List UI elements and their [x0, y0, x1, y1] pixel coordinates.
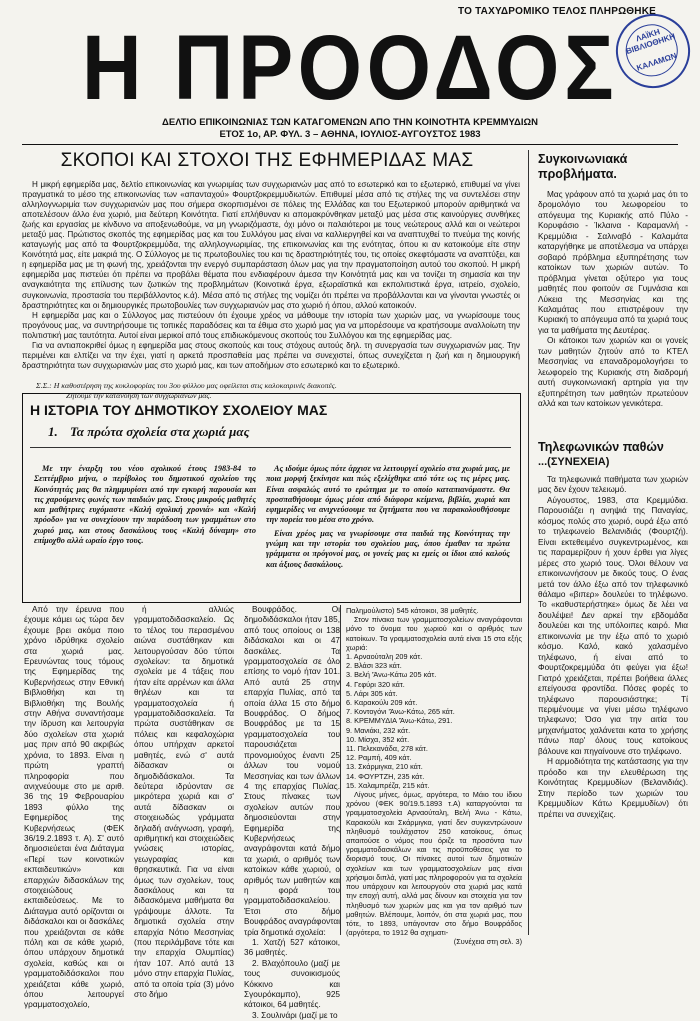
transport-paragraph: Μας γράφουν από τα χωριά μας ότι το δρομολόγιο του λεωφορείου το απόγευμα της Κυριακής από Πύλο - Κορυφάσιο - Ίκλαινα - Καραμανλή - Κρεμμύδια - Σαλιναβό - Καλαμάτα καταργήθηκε με αποτέλεσμα να υπάρχει σοβαρό πρόβλημα εξυπηρέτησης των κατοίκων των χωριών αυτών. Το πρόβλημα γίνεται οξύτερο για τους μαθητές που φοιτούν σε Γυμνάσια και Λύκεια της Μεσσηνίας και της Καλαμάτας που επιστρέφουν την Κυριακή το απόγευμα από τα χωριά τους για τα μαθήματα της Δευτέρας. — [538, 190, 688, 335]
village-list-item: 15. Χαλαμπρέζα, 215 κάτ. — [346, 780, 430, 790]
village-list-item: 8. ΚΡΕΜΜΥΔΙΑ 'Άνω-Κάτω, 291. — [346, 716, 453, 726]
editorial-paragraph: Η εφημερίδα μας και ο Σύλλογος μας πιστεύουν ότι έχουμε χρέος να μάθουμε την ιστορία των χωριών μας, να γνωρίσουμε τους προγόνους μας, να συντηρήσουμε τις τοπικές παραδόσεις και τα έθιμα στο χωριό μας για να μπορέσουμε να κρατήσουμε αναλλοίωτη την πολιτιστική μας ταυτότητα. Αυτοί είναι μερικοί από τους επιδιωκόμενους σκοπούς του Συλλόγου και της εφημερίδας μας. — [22, 310, 520, 340]
phone-title: Τηλεφωνικών παθών — [538, 440, 664, 454]
transport-article — [538, 152, 688, 410]
phone-subtitle: ...(ΣΥΝΕΧΕΙΑ) — [538, 456, 610, 468]
school-list-item: 1. Χατζή 527 κάτοικοι, 36 μαθητές. — [244, 938, 340, 958]
school-column-3 — [244, 605, 340, 1020]
editorial-title: ΣΚΟΠΟΙ ΚΑΙ ΣΤΟΧΟΙ ΤΗΣ ΕΦΗΜΕΡΙΔΑΣ ΜΑΣ — [60, 150, 474, 171]
village-list-item: 11. Πελεκανάδα, 278 κάτ. — [346, 744, 428, 754]
transport-paragraph: Οι κάτοικοι των χωριών και οι γονείς των μαθητών ζητούν από το ΚΤΕΛ Μεσσηνίας να επαναδρομολογήσει το λεωφορείο της Κυριακής στη διαδρομή αυτή συγκοινωνιακή αρτηρία για την εξυπηρέτηση των μαθητών πρωτεύουν αλλά και των κατοίκων γενικότερα. — [538, 336, 688, 409]
masthead-subtitle — [60, 117, 640, 141]
village-list-item: 9. Μανιάκι, 232 κάτ. — [346, 725, 411, 735]
village-list-item: 13. Σκάρμιγκα, 210 κάτ. — [346, 762, 423, 772]
subtitle-line-1: ΔΕΛΤΙΟ ΕΠΙΚΟΙΝΩΝΙΑΣ ΤΩΝ ΚΑΤΑΓΟΜΕΝΩΝ ΑΠΟ ΤΗΝ ΚΟΙΝΟΤΗΤΑ ΚΡΕΜΜΥΔΙΩΝ — [162, 117, 538, 128]
school-paragraph: Στον πίνακα των γραμματοσχολείων αναγράφονται μόνο το όνομα του χωριού και ο αριθμός των κατοίκων. Τα γραμματοσχολεία αυτά είναι 15 στα εξής χωριά: — [346, 615, 522, 652]
footnote-line-2: Ζητούμε την κατανόηση των συγχωριανών μας. — [66, 391, 212, 400]
village-list-item: 14. ΦΟΥΡΤΖΗ, 235 κάτ. — [346, 771, 425, 781]
editorial-paragraph: Η μικρή εφημερίδα μας, δελτίο επικοινωνίας και γνωριμίας των συγχωριανών μας από το εσωτερικό και το εξωτερικό, επιθυμεί να γίνει πραγματικά το μέσο της επικοινωνίας των «απανταχού» Φουρτζοκρεμμυδιωτών. Επιθυμεί μέσα από τις στήλες της να συντελέσει στην αλληλογνωριμία των συγχωριανών μας που σήμερα σκορπισμένοι σε πόλεις της Ελλάδας και του Εξωτερικού μπορούν αριθμητικά να αποτελέσουν άλλο ένα χωριό, μια δεύτερη Κοινότητα. Γιατί επλήθυναν κι απομακρύνθηκαν μεταξύ μας μέσα στις καινούργιες συνθήκες ζωής και εργασίας με κίνδυνο να αποξενωθούμε, να μη γνωριζόμαστε, όχι μόνο οι παλαιότεροι με τους νεώτερους αλλά και οι νεώτεροι μεταξύ μας. Πρώτιστος σκοπός της εφημερίδας μας και του Συλλόγου μας είναι να καλλιεργηθεί και να αναπτυχθεί το πνεύμα της κοινής καταγωγής μας από τα Φουρτζοκρεμμύδα, της αλληλογνωριμίας, της επικοινωνίας και της ενότητας, όπου κι αν κατοικούμε είτε στην Κοινότητά μας, είτε μακριά της. Ο Σύλλογος με τις πρωτοβουλίες του και τις δραστηριότητές του, τις οποίες σκεφτόμαστε να αναπτύξει, και η εφημερίδα μας με τη φωνή της, χρειάζονται την ενεργό συμπαράσταση όλων μας για την πραγματοποίηση αυτού του σκοπού. Η μικρή εφημερίδα μας πιστεύει ότι πρέπει να προβάλει θέματα που ενδιαφέρουν άμεσα την Κοινότητά μας και να τονίζει τη σημασία και την αναγκαιότητα της επίλυσης των ζωτικών της προβλημάτων (Κοινοτικά έργα, εξωραϊστικά και εκπολιτιστικά έργα, ιατρείο, σχολείο, συγκοινωνία, προστασία του περιβάλλοντος κ.ά). Μέσα από τις στήλες της νομίζει ότι πρέπει να προβάλλονται και να γίνονται γνωστές οι δραστηριότητες και οι δημιουργικές πρωτοβουλίες των συγχωριανών μας στο χωριό ή όπου, αλλού κατοικούν. — [22, 180, 520, 310]
school-paragraph: Βουφράδος. Οι δημοδιδάσκαλοι ήταν 185, από τους οποίους οι 138 διδάσκαλοι και οι 47 δασκάλες. Τα γραμματοσχολεία σε όλο επίσης το νομό ήταν 101. Από αυτά 25 στην επαρχία Πυλίας, από τα οποία άλλα 15 στο δήμο Βουφράδος. Ο δήμος Βουφράδος με τα 15 γραμματοσχολεία του παρουσιάζεται προνομιούχος έναντι 25 άλλων του νομού Μεσσηνίας και των άλλων 4 της επαρχίας Πυλίας. Στους πίνακες των σχολείων αυτών που δημοσιεύονται στην Εφημερίδα της Κυβερνήσεως αναγράφονται κατά δήμο τα χωριά, ο αριθμός των κατοίκων κάθε χωριού, ο αριθμός των μαθητών και η φορά του γραμματοδιδασκαλείου. Έτσι στο δήμο Βουφράδος αναγράφονται τρία δημοτικά σχολεία: — [244, 605, 340, 937]
village-list — [346, 652, 522, 790]
footnote-line-1: Σ.Σ.: Η καθυστέρηση της κυκλοφορίας του 3ου φύλλου μας οφείλεται στις καλοκαιρινές διακοπές. — [36, 381, 337, 390]
school-column-1 — [24, 605, 124, 1010]
village-list-item: 3. Βελή 'Άνω-Κάτω 205 κάτ. — [346, 670, 437, 680]
transport-title: Συγκοινωνιακά προβλήματα. — [538, 152, 628, 181]
postage-paid-notice: ΤΟ ΤΑΧΥΔΡΟΜΙΚΟ ΤΕΛΟΣ ΠΛΗΡΩΘΗΚΕ — [458, 6, 656, 17]
phone-paragraph: Τα τηλεφωνικά παθήματα των χωριών μας δεν έχουν τελειωμό. — [538, 475, 688, 495]
school-column-2 — [134, 605, 234, 1000]
stamp-line-2: ΚΑΛΑΜΩΝ — [635, 51, 678, 73]
school-lead-left — [34, 464, 256, 549]
village-list-item: 5. Λάρι 305 κάτ. — [346, 688, 398, 698]
village-list-item: 6. Καρακούλι 209 κάτ. — [346, 698, 418, 708]
village-list-item: 4. Γεφύρι 320 κάτ. — [346, 679, 405, 689]
column-divider — [528, 150, 529, 935]
school-paragraph: ή αλλιώς γραμματοδιδασκαλείο. Ως το τέλος του περασμένου αιώνα συστάθηκαν και λειτουργούσαν δύο τύποι σχολείων: τα δημοτικά σχολεία με 4 τάξεις που ήταν είτε αρρένων και άλλα θηλέων και τα γραμματοσχολεία ή γραμματοδιδασκαλεία. Τα πρώτα συστάθηκαν σε πόλεις και κεφαλοχώρια όπου υπήρχαν αρκετοί μαθητές, ενώ σ' αυτά δίδασκαν οι δημοδιδάσκαλοι. Τα δεύτερα ιδρύονταν σε μικρότερα χωριά και σ' αυτά δίδασκαν οι στοιχειωδώς γράμματα δηλαδή ανάγνωση, γραφή, αριθμητική και στοιχειώδεις γνώσεις ιστορίας, γεωγραφίας και θρησκευτικά. Για να είναι όμως των σχολείων, τους δασκάλους και τα διδασκόμενα μαθήματα θα γράψουμε άλλοτε. Τα δημοτικά σχολεία στην επαρχία Νότιο Μεσσηνίας (που περιλάμβανε τότε και την επαρχία Ολυμπίας) ήταν 107. Από αυτά 13 μόνο στην επαρχία Πυλίας, από τα οποία τρία (3) μόνο στο δήμο — [134, 605, 234, 1000]
editorial-body — [22, 180, 520, 371]
village-list-item: 1. Αρναούταλη 209 κάτ. — [346, 652, 423, 662]
school-subtitle: Τα πρώτα σχολεία στα χωριά μας — [70, 424, 250, 439]
school-column-4-body — [346, 606, 522, 947]
village-list-item: 10. Μίσχα, 352 κάτ. — [346, 734, 410, 744]
phone-article — [538, 440, 688, 935]
issue-line: ΕΤΟΣ 1ο, ΑΡ. ΦΥΛ. 3 – ΑΘΗΝΑ, ΙΟΥΛΙΟΣ-ΑΥΓΟΥΣΤΟΣ 1983 — [219, 129, 481, 140]
school-lead-paragraph: Ας ιδούμε όμως πότε άρχισε να λειτουργεί σχολείο στα χωριά μας, με ποια μορφή ξεκίνησε και πώς εξελίχθηκε από τότε ως τις μέρες μας. Είναι ασφαλώς αυτό το ερώτημα με το οποίο καταπιανόμαστε. Θα προσπαθήσουμε όμως μέσα από διάφορα κείμενα, βιβλία, χωριά και εφημερίδες να ανιχνεύσουμε τα ζητήματα που να παρακολουθήσουμε την πορεία του μέσα στο χρόνο. — [266, 464, 510, 525]
stamp-line-1: ΛΑΪΚΗ ΒΙΒΛΙΟΘΗΚΗ — [624, 27, 677, 57]
school-part-number: 1. — [48, 424, 58, 439]
village-list-item: 2. Βλάσι 323 κάτ. — [346, 661, 402, 671]
school-lead-paragraph: Είναι χρέος μας να γνωρίσουμε στα παιδιά της Κοινότητας την γνώμη και την ιστορία του σχολείου μας, όπου έμαθαν τα πρώτα γράμματα οι πρόγονοί μας, οι γονείς μας κι εμείς οι ίδιοι από καλούς και άξιους δασκάλους. — [266, 528, 510, 569]
school-list-item: 3. Σουλινάρι (μαζί με το — [252, 1010, 338, 1020]
phone-paragraph: Η αρμοδιότητα της κατάστασης για την πρόοδο και την ελευθέρωση της Κοινότητας Κρεμμυδίων (Βελανιδιάς). Στην περίοδο των χωριών του Κρεμμυδίων Κάτω Κρεμμυδίων) ότι πρέπει να συνεχίζεις. — [538, 757, 688, 819]
inner-column-divider — [340, 605, 341, 935]
school-title: Η ΙΣΤΟΡΙΑ ΤΟΥ ΔΗΜΟΤΙΚΟΥ ΣΧΟΛΕΙΟΥ ΜΑΣ — [30, 402, 328, 418]
school-paragraph: Λίγους μήνες, όμως, αργότερα, το Μάιο του ίδιου χρόνου (ΦΕΚ 90/19.5.1893 τ.Α) καταργούνται τα γραμματοσχολεία Αρναούταλη, Βελή Άνω - Κάτω, Καρακούλι και Σκάρμιγκα, γιατί δεν συγκεντρώνουν πληθυσμό τουλάχιστον 250 κατοίκους, όπως απαιτούσε ο νόμος που όριζε τα προσόντα των γραμματοδασκάλων και τις προϋποθέσεις για το διορισμό τους. Οι πίνακες αυτοί των δημοτικών σχολείων και των γραμματοσχολείων μας είναι χρήσιμοι διπλά, γιατί μας πληροφορούν για τα σχολεία που υπάρχουν και λειτουργούν στα χωριά μας κατά την εποχή αυτή, αλλά μας δίνουν και στοιχεία για τον πληθυσμό των χωριών μας και για τον αριθμό των μαθητών. Βλέπουμε, λοιπόν, ότι στα χωριά μας, που τότε, το 1893, υπάγονταν στο δήμο Βουφράδος (αργότερα, το 1912 θα σχηματι- — [346, 790, 522, 938]
village-list-item: 12. Ραμπή, 409 κάτ. — [346, 753, 412, 763]
masthead-title: Η ΠΡΟΟΔΟΣ — [81, 17, 619, 119]
editorial-paragraph: Για να αντιαποκριθεί όμως η εφημερίδα μας στους σκοπούς και τους στόχους αυτούς δηλ. τη συνεργασία των συγχωριανών μας. Την περιμένει και ελπίζει να την έχει, γιατί η αρκετά προσπαθεία μας πρέπει να συνεχιστεί, όπως συνεχίζεται η ζωή και η δημιουργική δραστηριότητα των συγχωριανών μας στο χωριό μας, και των αποδήμων στο εσωτερικό και το εξωτερικό. — [22, 340, 520, 370]
school-paragraph: Παλημούλιστο) 545 κάτοικοι, 38 μαθητές. — [346, 606, 479, 615]
masthead-rule — [22, 144, 678, 145]
continued-note: (Συνέχεια στη σελ. 3) — [453, 937, 522, 947]
phone-paragraph: Αύγουστος, 1983, στα Κρεμμύδια. Παρουσιάζει η ανηψιά της Παναγίας, κόσμος πολύς στο χωριό, ουρά έξω από το τηλεφωνείο Βελανιδιάς (Φουρτζή). Είναι εκτεθειμένο συγκεντρωμένος, και τις παραμερίζουν ή χουν έρθει για λίγες μέρες στο χωριό τους. Όλοι θέλουν να επικοινωνήσουν με δικούς τους. Ο ένας μετά τον άλλο έξω από τον τηλεφωνικό θάλαμο «βιπερ» δουλεύει το τηλέφωνο. Το «καθυστερήστηκε» όμως δε λέει να δουλέψει! Δεν αρκεί την εβδομάδα δουλεύει και της υπόλοιπες καιρό. Μια επικοινωνία με την έξω από το χωριό κόσμο. Καλό, κακό χαλασμένο τηλέφωνο, ή είναι από το Φουρτζοκρεμμύδα ότι φεύγει για έξω! Γιατρό χρειάζεται, πρέπει βοήθεια άλλες επείγουσα φροντίδα. Πόσες φορές το τηλέφωνο παρουσιάστηκε; Τί περιμένουμε να γίνει μέσω τηλέφωνο τηλεφωνο; Όσο για την αιτία του μηχανήματος χαλάνεται κατα το χρήσης πάνω παρ' όλους τους κατοίκους βάλουνε και πηγαίνουνε στο τηλέφωνο. — [538, 495, 688, 756]
school-paragraph: Από την έρευνα που έχουμε κάμει ως τώρα δεν έχουμε βρει ακόμα ποιο χρόνο ιδρύθηκε σχολείο στα χωριά μας. Ερευνώντας τους τόμους της Εφημερίδας της Κυβερνήσεως στην Εθνική Βιβλιοθήκη και τη Βιβλιοθήκη της Βουλής στην Αθήνα συναντήσαμε την ίδρυση και λειτουργία δύο σχολείων στα χωριά μας πριν από 90 ακριβώς χρόνια, το 1893. Είναι η πρώτη γραπτή πληροφορία που ανιχνεύουμε στο με αριθ. 36 της 19 Φεβρουαρίου 1893 φύλλο της Εφημερίδος της Κυβερνήσεως (ΦΕΚ 36/19.2.1893 τ. Α). Σ' αυτό δημοσιεύεται ένα Διάταγμα «Περί των κοινοτικών εκπαιδευτικών» και επαρχιών διδασκάλων της στοιχειώδους εκπαιδεύσεως. Με το Διάταγμα αυτό ορίζονται οι διδάσκαλοι και οι δασκάλες που χρειάζονται σε κάθε πόλη και σε κάθε χωριό, όπου υπάρχουν δημοτικά σχολεία, καθώς και οι γραμματοδιδάσκαλοι που χρειάζεται κάθε χωριό, όπου λειτουργεί γραμματοσχολείο, — [24, 605, 124, 1010]
village-list-item: 7. Κοντογόνι 'Άνω-Κάτω, 265 κάτ. — [346, 707, 455, 717]
school-lead-paragraph: Με την έναρξη του νέου σχολικού έτους 1983-84 το Σεπτέμβριο μήνα, ο περίβολος του δημοτικού σχολείου της Κοινότητάς μας θα πλημμυρίσει από την εγκυρή παρουσία και τις χαρούμενες φωνές των παιδιών μας. Στους μικρούς μαθητές και μαθήτριες ευχόμαστε «Καλή σχολική χρονιά» και «Καλή πρόοδο» για να συνεχίσουν την παράδοση των γραμμάτων στο χωριό μας, και στους δασκάλους τους «Καλή δύναμη» στο επίμοχθο αλλά ωραίο έργο τους. — [34, 464, 256, 546]
school-list-item: 2. Βλαχόπουλο (μαζί με τους συνοικισμούς Κόκκινο και Σγουρόκαμπο), 925 κάτοικοι, 64 μαθητές. — [244, 958, 340, 1010]
